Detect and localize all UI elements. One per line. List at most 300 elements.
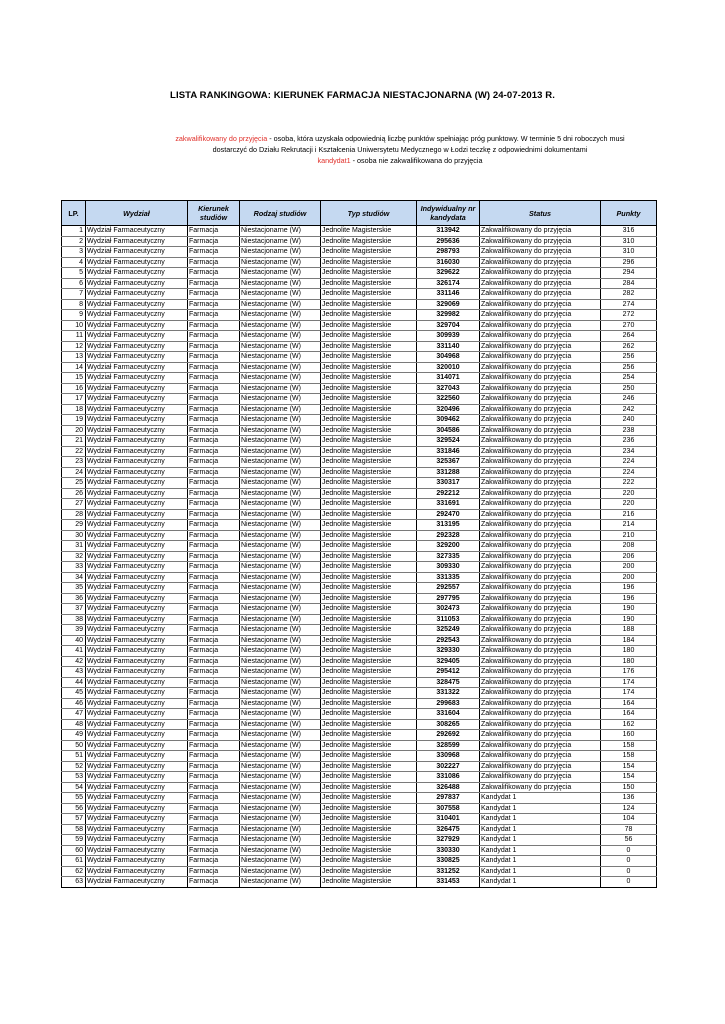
cell-kierunek: Farmacja (188, 415, 240, 426)
cell-rodzaj: Niestacjonarne (W) (240, 341, 321, 352)
cell-rodzaj: Niestacjonarne (W) (240, 845, 321, 856)
cell-punkty: 256 (601, 352, 657, 363)
cell-punkty: 310 (601, 247, 657, 258)
table-row (62, 824, 657, 835)
cell-wydzial: Wydział Farmaceutyczny (86, 635, 188, 646)
cell-rodzaj: Niestacjonarne (W) (240, 551, 321, 562)
cell-typ: Jednolite Magisterskie (321, 404, 417, 415)
cell-wydzial: Wydział Farmaceutyczny (86, 803, 188, 814)
cell-nr: 331846 (417, 446, 480, 457)
table-row (62, 520, 657, 531)
cell-kierunek: Farmacja (188, 698, 240, 709)
table-row (62, 751, 657, 762)
cell-punkty: 264 (601, 331, 657, 342)
cell-rodzaj: Niestacjonarne (W) (240, 425, 321, 436)
cell-kierunek: Farmacja (188, 299, 240, 310)
cell-punkty: 154 (601, 772, 657, 783)
cell-nr: 326174 (417, 278, 480, 289)
cell-nr: 311053 (417, 614, 480, 625)
cell-typ: Jednolite Magisterskie (321, 236, 417, 247)
cell-nr: 330317 (417, 478, 480, 489)
cell-wydzial: Wydział Farmaceutyczny (86, 425, 188, 436)
cell-lp: 63 (62, 877, 86, 888)
cell-lp: 10 (62, 320, 86, 331)
cell-lp: 1 (62, 226, 86, 237)
cell-wydzial: Wydział Farmaceutyczny (86, 782, 188, 793)
header-punkty: Punkty (601, 201, 657, 226)
cell-status: Zakwalifikowany do przyjęcia (480, 677, 601, 688)
cell-status: Zakwalifikowany do przyjęcia (480, 478, 601, 489)
cell-rodzaj: Niestacjonarne (W) (240, 656, 321, 667)
cell-rodzaj: Niestacjonarne (W) (240, 310, 321, 321)
cell-rodzaj: Niestacjonarne (W) (240, 730, 321, 741)
cell-nr: 331086 (417, 772, 480, 783)
table-row (62, 373, 657, 384)
cell-nr: 295636 (417, 236, 480, 247)
cell-punkty: 174 (601, 688, 657, 699)
cell-kierunek: Farmacja (188, 593, 240, 604)
cell-rodzaj: Niestacjonarne (W) (240, 320, 321, 331)
cell-lp: 51 (62, 751, 86, 762)
cell-wydzial: Wydział Farmaceutyczny (86, 257, 188, 268)
cell-rodzaj: Niestacjonarne (W) (240, 509, 321, 520)
table-row (62, 625, 657, 636)
cell-wydzial: Wydział Farmaceutyczny (86, 604, 188, 615)
cell-punkty: 262 (601, 341, 657, 352)
cell-rodzaj: Niestacjonarne (W) (240, 824, 321, 835)
ranking-table (61, 200, 657, 888)
legend-candidate-desc: - osoba nie zakwalifikowana do przyjęcia (350, 156, 483, 165)
table-row (62, 446, 657, 457)
cell-lp: 46 (62, 698, 86, 709)
cell-kierunek: Farmacja (188, 614, 240, 625)
cell-lp: 45 (62, 688, 86, 699)
cell-lp: 54 (62, 782, 86, 793)
cell-typ: Jednolite Magisterskie (321, 551, 417, 562)
cell-kierunek: Farmacja (188, 646, 240, 657)
cell-wydzial: Wydział Farmaceutyczny (86, 520, 188, 531)
cell-rodzaj: Niestacjonarne (W) (240, 793, 321, 804)
cell-rodzaj: Niestacjonarne (W) (240, 698, 321, 709)
table-header-row (62, 201, 657, 226)
cell-nr: 331146 (417, 289, 480, 300)
cell-wydzial: Wydział Farmaceutyczny (86, 341, 188, 352)
cell-status: Zakwalifikowany do przyjęcia (480, 656, 601, 667)
cell-rodzaj: Niestacjonarne (W) (240, 478, 321, 489)
cell-nr: 331252 (417, 866, 480, 877)
cell-rodzaj: Niestacjonarne (W) (240, 299, 321, 310)
cell-lp: 53 (62, 772, 86, 783)
cell-rodzaj: Niestacjonarne (W) (240, 646, 321, 657)
table-row (62, 551, 657, 562)
cell-wydzial: Wydział Farmaceutyczny (86, 247, 188, 258)
cell-nr: 308265 (417, 719, 480, 730)
cell-lp: 29 (62, 520, 86, 531)
cell-nr: 331691 (417, 499, 480, 510)
cell-typ: Jednolite Magisterskie (321, 488, 417, 499)
cell-lp: 57 (62, 814, 86, 825)
cell-rodzaj: Niestacjonarne (W) (240, 583, 321, 594)
cell-rodzaj: Niestacjonarne (W) (240, 236, 321, 247)
cell-nr: 330330 (417, 845, 480, 856)
cell-wydzial: Wydział Farmaceutyczny (86, 394, 188, 405)
cell-rodzaj: Niestacjonarne (W) (240, 856, 321, 867)
cell-lp: 43 (62, 667, 86, 678)
cell-status: Zakwalifikowany do przyjęcia (480, 625, 601, 636)
cell-typ: Jednolite Magisterskie (321, 635, 417, 646)
cell-punkty: 316 (601, 226, 657, 237)
cell-status: Zakwalifikowany do przyjęcia (480, 278, 601, 289)
cell-typ: Jednolite Magisterskie (321, 740, 417, 751)
cell-lp: 30 (62, 530, 86, 541)
cell-typ: Jednolite Magisterskie (321, 782, 417, 793)
cell-rodzaj: Niestacjonarne (W) (240, 530, 321, 541)
cell-nr: 329704 (417, 320, 480, 331)
cell-wydzial: Wydział Farmaceutyczny (86, 856, 188, 867)
cell-kierunek: Farmacja (188, 310, 240, 321)
cell-status: Kandydat 1 (480, 856, 601, 867)
cell-rodzaj: Niestacjonarne (W) (240, 383, 321, 394)
cell-status: Zakwalifikowany do przyjęcia (480, 352, 601, 363)
cell-punkty: 294 (601, 268, 657, 279)
cell-typ: Jednolite Magisterskie (321, 289, 417, 300)
cell-rodzaj: Niestacjonarne (W) (240, 394, 321, 405)
cell-kierunek: Farmacja (188, 635, 240, 646)
cell-lp: 25 (62, 478, 86, 489)
cell-nr: 331335 (417, 572, 480, 583)
cell-status: Zakwalifikowany do przyjęcia (480, 772, 601, 783)
cell-nr: 302227 (417, 761, 480, 772)
cell-lp: 6 (62, 278, 86, 289)
cell-status: Zakwalifikowany do przyjęcia (480, 583, 601, 594)
cell-typ: Jednolite Magisterskie (321, 362, 417, 373)
table-row (62, 635, 657, 646)
cell-punkty: 162 (601, 719, 657, 730)
cell-status: Zakwalifikowany do przyjęcia (480, 635, 601, 646)
cell-typ: Jednolite Magisterskie (321, 761, 417, 772)
cell-lp: 7 (62, 289, 86, 300)
cell-lp: 41 (62, 646, 86, 657)
cell-nr: 327043 (417, 383, 480, 394)
table-row (62, 488, 657, 499)
cell-lp: 40 (62, 635, 86, 646)
cell-rodzaj: Niestacjonarne (W) (240, 635, 321, 646)
cell-rodzaj: Niestacjonarne (W) (240, 593, 321, 604)
cell-lp: 56 (62, 803, 86, 814)
table-row (62, 583, 657, 594)
cell-lp: 32 (62, 551, 86, 562)
cell-typ: Jednolite Magisterskie (321, 583, 417, 594)
cell-nr: 327335 (417, 551, 480, 562)
cell-rodzaj: Niestacjonarne (W) (240, 835, 321, 846)
cell-typ: Jednolite Magisterskie (321, 530, 417, 541)
cell-typ: Jednolite Magisterskie (321, 625, 417, 636)
cell-kierunek: Farmacja (188, 677, 240, 688)
cell-typ: Jednolite Magisterskie (321, 310, 417, 321)
cell-typ: Jednolite Magisterskie (321, 352, 417, 363)
cell-typ: Jednolite Magisterskie (321, 373, 417, 384)
cell-wydzial: Wydział Farmaceutyczny (86, 835, 188, 846)
table-row (62, 740, 657, 751)
cell-punkty: 284 (601, 278, 657, 289)
table-row (62, 793, 657, 804)
cell-nr: 326488 (417, 782, 480, 793)
table-row (62, 310, 657, 321)
cell-nr: 329982 (417, 310, 480, 321)
cell-punkty: 78 (601, 824, 657, 835)
cell-punkty: 136 (601, 793, 657, 804)
table-row (62, 614, 657, 625)
cell-nr: 329330 (417, 646, 480, 657)
cell-lp: 18 (62, 404, 86, 415)
cell-nr: 331140 (417, 341, 480, 352)
cell-lp: 38 (62, 614, 86, 625)
cell-rodzaj: Niestacjonarne (W) (240, 709, 321, 720)
cell-status: Zakwalifikowany do przyjęcia (480, 751, 601, 762)
cell-status: Zakwalifikowany do przyjęcia (480, 499, 601, 510)
cell-punkty: 124 (601, 803, 657, 814)
cell-typ: Jednolite Magisterskie (321, 835, 417, 846)
cell-kierunek: Farmacja (188, 751, 240, 762)
cell-kierunek: Farmacja (188, 604, 240, 615)
cell-nr: 310401 (417, 814, 480, 825)
table-row (62, 719, 657, 730)
cell-lp: 36 (62, 593, 86, 604)
cell-typ: Jednolite Magisterskie (321, 320, 417, 331)
cell-kierunek: Farmacja (188, 436, 240, 447)
cell-nr: 328475 (417, 677, 480, 688)
cell-kierunek: Farmacja (188, 352, 240, 363)
cell-typ: Jednolite Magisterskie (321, 331, 417, 342)
cell-nr: 309462 (417, 415, 480, 426)
cell-wydzial: Wydział Farmaceutyczny (86, 299, 188, 310)
cell-punkty: 272 (601, 310, 657, 321)
cell-typ: Jednolite Magisterskie (321, 499, 417, 510)
cell-typ: Jednolite Magisterskie (321, 509, 417, 520)
cell-status: Zakwalifikowany do przyjęcia (480, 761, 601, 772)
cell-wydzial: Wydział Farmaceutyczny (86, 614, 188, 625)
cell-kierunek: Farmacja (188, 551, 240, 562)
cell-status: Kandydat 1 (480, 814, 601, 825)
table-row (62, 278, 657, 289)
cell-rodzaj: Niestacjonarne (W) (240, 352, 321, 363)
cell-wydzial: Wydział Farmaceutyczny (86, 709, 188, 720)
cell-typ: Jednolite Magisterskie (321, 793, 417, 804)
cell-typ: Jednolite Magisterskie (321, 856, 417, 867)
legend-qualified-desc: - osoba, która uzyskała odpowiednią liczbę punktów spełniając próg punktowy. W terminie 5 dni roboczych musi (267, 134, 625, 143)
cell-status: Zakwalifikowany do przyjęcia (480, 740, 601, 751)
table-row (62, 656, 657, 667)
table-row (62, 593, 657, 604)
cell-punkty: 234 (601, 446, 657, 457)
table-row (62, 709, 657, 720)
table-row (62, 257, 657, 268)
cell-nr: 329200 (417, 541, 480, 552)
cell-rodzaj: Niestacjonarne (W) (240, 436, 321, 447)
cell-typ: Jednolite Magisterskie (321, 866, 417, 877)
cell-lp: 42 (62, 656, 86, 667)
cell-lp: 9 (62, 310, 86, 321)
cell-status: Zakwalifikowany do przyjęcia (480, 446, 601, 457)
cell-punkty: 164 (601, 709, 657, 720)
cell-lp: 27 (62, 499, 86, 510)
cell-rodzaj: Niestacjonarne (W) (240, 688, 321, 699)
cell-kierunek: Farmacja (188, 667, 240, 678)
cell-punkty: 222 (601, 478, 657, 489)
cell-lp: 12 (62, 341, 86, 352)
cell-kierunek: Farmacja (188, 541, 240, 552)
cell-nr: 327929 (417, 835, 480, 846)
table-row (62, 530, 657, 541)
cell-kierunek: Farmacja (188, 782, 240, 793)
cell-kierunek: Farmacja (188, 289, 240, 300)
cell-punkty: 0 (601, 866, 657, 877)
cell-wydzial: Wydział Farmaceutyczny (86, 478, 188, 489)
cell-wydzial: Wydział Farmaceutyczny (86, 562, 188, 573)
cell-lp: 2 (62, 236, 86, 247)
cell-rodzaj: Niestacjonarne (W) (240, 467, 321, 478)
cell-kierunek: Farmacja (188, 824, 240, 835)
cell-nr: 320010 (417, 362, 480, 373)
cell-punkty: 216 (601, 509, 657, 520)
cell-nr: 314071 (417, 373, 480, 384)
cell-kierunek: Farmacja (188, 509, 240, 520)
cell-wydzial: Wydział Farmaceutyczny (86, 310, 188, 321)
cell-wydzial: Wydział Farmaceutyczny (86, 845, 188, 856)
cell-lp: 34 (62, 572, 86, 583)
table-row (62, 467, 657, 478)
cell-punkty: 220 (601, 499, 657, 510)
cell-status: Zakwalifikowany do przyjęcia (480, 415, 601, 426)
cell-kierunek: Farmacja (188, 488, 240, 499)
cell-punkty: 56 (601, 835, 657, 846)
cell-rodzaj: Niestacjonarne (W) (240, 814, 321, 825)
cell-status: Kandydat 1 (480, 866, 601, 877)
cell-wydzial: Wydział Farmaceutyczny (86, 877, 188, 888)
cell-wydzial: Wydział Farmaceutyczny (86, 488, 188, 499)
cell-status: Zakwalifikowany do przyjęcia (480, 562, 601, 573)
cell-typ: Jednolite Magisterskie (321, 446, 417, 457)
cell-rodzaj: Niestacjonarne (W) (240, 562, 321, 573)
table-row (62, 457, 657, 468)
cell-kierunek: Farmacja (188, 478, 240, 489)
table-row (62, 415, 657, 426)
cell-status: Zakwalifikowany do przyjęcia (480, 362, 601, 373)
table-row (62, 845, 657, 856)
cell-wydzial: Wydział Farmaceutyczny (86, 740, 188, 751)
cell-punkty: 104 (601, 814, 657, 825)
cell-lp: 58 (62, 824, 86, 835)
cell-kierunek: Farmacja (188, 730, 240, 741)
cell-punkty: 270 (601, 320, 657, 331)
cell-typ: Jednolite Magisterskie (321, 593, 417, 604)
cell-status: Kandydat 1 (480, 803, 601, 814)
cell-rodzaj: Niestacjonarne (W) (240, 604, 321, 615)
cell-typ: Jednolite Magisterskie (321, 457, 417, 468)
cell-lp: 14 (62, 362, 86, 373)
cell-status: Zakwalifikowany do przyjęcia (480, 667, 601, 678)
cell-typ: Jednolite Magisterskie (321, 646, 417, 657)
cell-status: Kandydat 1 (480, 877, 601, 888)
cell-kierunek: Farmacja (188, 656, 240, 667)
cell-status: Zakwalifikowany do przyjęcia (480, 488, 601, 499)
cell-lp: 60 (62, 845, 86, 856)
cell-kierunek: Farmacja (188, 457, 240, 468)
cell-nr: 292212 (417, 488, 480, 499)
cell-wydzial: Wydział Farmaceutyczny (86, 646, 188, 657)
cell-lp: 52 (62, 761, 86, 772)
cell-punkty: 196 (601, 583, 657, 594)
cell-nr: 309939 (417, 331, 480, 342)
cell-status: Zakwalifikowany do przyjęcia (480, 719, 601, 730)
cell-status: Zakwalifikowany do przyjęcia (480, 383, 601, 394)
cell-status: Zakwalifikowany do przyjęcia (480, 257, 601, 268)
cell-punkty: 184 (601, 635, 657, 646)
cell-punkty: 250 (601, 383, 657, 394)
cell-wydzial: Wydział Farmaceutyczny (86, 583, 188, 594)
table-row (62, 499, 657, 510)
header-lp: LP. (62, 201, 86, 226)
cell-punkty: 158 (601, 740, 657, 751)
cell-status: Zakwalifikowany do przyjęcia (480, 341, 601, 352)
cell-punkty: 0 (601, 877, 657, 888)
cell-lp: 44 (62, 677, 86, 688)
cell-typ: Jednolite Magisterskie (321, 709, 417, 720)
cell-wydzial: Wydział Farmaceutyczny (86, 656, 188, 667)
cell-kierunek: Farmacja (188, 362, 240, 373)
cell-typ: Jednolite Magisterskie (321, 814, 417, 825)
cell-wydzial: Wydział Farmaceutyczny (86, 467, 188, 478)
cell-kierunek: Farmacja (188, 247, 240, 258)
cell-kierunek: Farmacja (188, 793, 240, 804)
cell-lp: 3 (62, 247, 86, 258)
cell-kierunek: Farmacja (188, 257, 240, 268)
cell-wydzial: Wydział Farmaceutyczny (86, 551, 188, 562)
cell-nr: 299683 (417, 698, 480, 709)
cell-rodzaj: Niestacjonarne (W) (240, 772, 321, 783)
cell-nr: 328599 (417, 740, 480, 751)
cell-nr: 325249 (417, 625, 480, 636)
table-row (62, 604, 657, 615)
cell-typ: Jednolite Magisterskie (321, 478, 417, 489)
cell-wydzial: Wydział Farmaceutyczny (86, 772, 188, 783)
cell-wydzial: Wydział Farmaceutyczny (86, 541, 188, 552)
cell-typ: Jednolite Magisterskie (321, 268, 417, 279)
cell-kierunek: Farmacja (188, 719, 240, 730)
cell-typ: Jednolite Magisterskie (321, 257, 417, 268)
cell-status: Kandydat 1 (480, 824, 601, 835)
cell-kierunek: Farmacja (188, 709, 240, 720)
cell-punkty: 310 (601, 236, 657, 247)
legend-qualified-term: zakwalifikowany do przyjęcia (175, 134, 268, 143)
cell-nr: 331322 (417, 688, 480, 699)
table-row (62, 268, 657, 279)
table-row (62, 866, 657, 877)
cell-nr: 316030 (417, 257, 480, 268)
cell-punkty: 188 (601, 625, 657, 636)
cell-status: Zakwalifikowany do przyjęcia (480, 320, 601, 331)
cell-typ: Jednolite Magisterskie (321, 383, 417, 394)
cell-nr: 298793 (417, 247, 480, 258)
cell-rodzaj: Niestacjonarne (W) (240, 677, 321, 688)
cell-status: Zakwalifikowany do przyjęcia (480, 593, 601, 604)
cell-rodzaj: Niestacjonarne (W) (240, 719, 321, 730)
cell-kierunek: Farmacja (188, 572, 240, 583)
cell-wydzial: Wydział Farmaceutyczny (86, 268, 188, 279)
cell-status: Zakwalifikowany do przyjęcia (480, 226, 601, 237)
cell-kierunek: Farmacja (188, 562, 240, 573)
cell-rodzaj: Niestacjonarne (W) (240, 278, 321, 289)
